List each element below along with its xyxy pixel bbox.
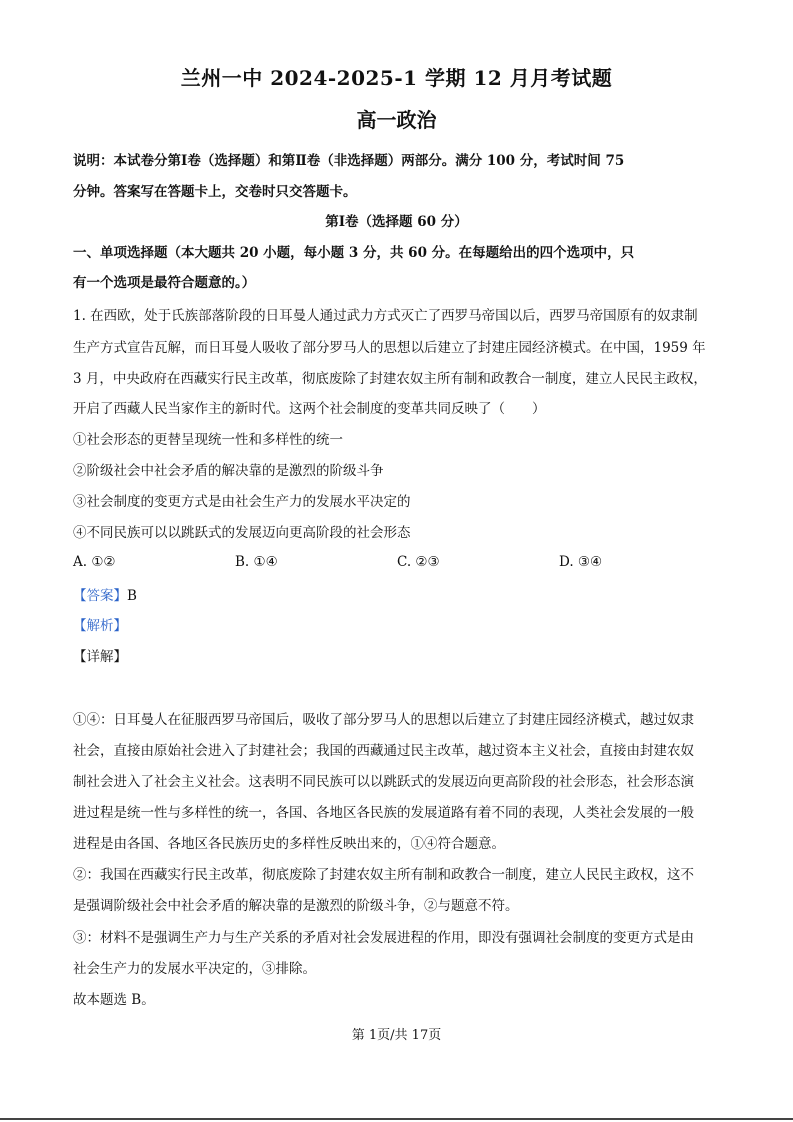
explanation-line: 社会，直接由原始社会进入了封建社会；我国的西藏通过民主改革，越过资本主义社会，直接由封建农奴 bbox=[73, 743, 694, 759]
option-a: A. ①② bbox=[73, 554, 116, 570]
explanation-line: 进程是由各国、各地区各民族历史的多样性反映出来的，①④符合题意。 bbox=[73, 836, 505, 852]
explanation-line: 社会生产力的发展水平决定的，③排除。 bbox=[73, 961, 316, 977]
option-d: D. ③④ bbox=[559, 554, 603, 570]
page-number: 第 1页/共 17页 bbox=[351, 1028, 442, 1043]
statement-4: ④不同民族可以以跳跃式的发展迈向更高阶段的社会形态 bbox=[73, 525, 411, 541]
explanation-line: 进过程是统一性与多样性的统一，各国、各地区各民族的发展道路有着不同的表现，人类社会发展的一般 bbox=[73, 805, 694, 821]
section-heading-line-1: 一、单项选择题（本大题共 20 小题，每小题 3 分，共 60 分。在每题给出的四个选项中，只 bbox=[73, 245, 635, 261]
question-stem-line: 1. 在西欧，处于氏族部落阶段的日耳曼人通过武力方式灭亡了西罗马帝国以后，西罗马帝国原有的奴隶制 bbox=[73, 308, 698, 324]
question-stem-line: 3 月，中央政府在西藏实行民主改革，彻底废除了封建农奴主所有制和政教合一制度，建立人民民主政权， bbox=[73, 371, 707, 387]
statement-2: ②阶级社会中社会矛盾的解决靠的是激烈的阶级斗争 bbox=[73, 463, 384, 479]
conclusion-line: 故本题选 B。 bbox=[73, 992, 155, 1008]
explanation-line: ②：我国在西藏实行民主改革，彻底废除了封建农奴主所有制和政教合一制度，建立人民民主政权，这不 bbox=[73, 867, 694, 883]
explanation-line: 是强调阶级社会中社会矛盾的解决靠的是激烈的阶级斗争，②与题意不符。 bbox=[73, 898, 519, 914]
answer-label: 【答案】 bbox=[73, 588, 127, 604]
answer-value: B bbox=[127, 588, 137, 604]
analysis-label: 【解析】 bbox=[73, 618, 127, 634]
statement-1: ①社会形态的更替呈现统一性和多样性的统一 bbox=[73, 432, 343, 448]
question-stem-line: 开启了西藏人民当家作主的新时代。这两个社会制度的变革共同反映了（ ） bbox=[73, 401, 546, 417]
bottom-divider bbox=[0, 1118, 793, 1120]
exam-subject: 高一政治 bbox=[356, 108, 437, 132]
option-b: B. ①④ bbox=[235, 554, 278, 570]
explanation-line: ③：材料不是强调生产力与生产关系的矛盾对社会发展进程的作用，即没有强调社会制度的变更方式是由 bbox=[73, 930, 694, 946]
option-c: C. ②③ bbox=[397, 554, 440, 570]
instructions-line-2: 分钟。答案写在答题卡上，交卷时只交答题卡。 bbox=[73, 184, 357, 200]
section-heading-line-2: 有一个选项是最符合题意的。） bbox=[73, 275, 256, 291]
detail-label: 【详解】 bbox=[73, 649, 127, 665]
explanation-line: ①④：日耳曼人在征服西罗马帝国后，吸收了部分罗马人的思想以后建立了封建庄园经济模式，越过奴隶 bbox=[73, 712, 694, 728]
instructions-line-1: 说明：本试卷分第Ⅰ卷（选择题）和第Ⅱ卷（非选择题）两部分。满分 100 分，考试时间 75 bbox=[73, 153, 625, 169]
statement-3: ③社会制度的变更方式是由社会生产力的发展水平决定的 bbox=[73, 494, 411, 510]
answer-row bbox=[73, 587, 137, 605]
explanation-line: 制社会进入了社会主义社会。这表明不同民族可以以跳跃式的发展迈向更高阶段的社会形态，社会形态演 bbox=[73, 774, 694, 790]
exam-title: 兰州一中 2024-2025-1 学期 12 月月考试题 bbox=[180, 66, 613, 90]
question-stem-line: 生产方式宣告瓦解，而日耳曼人吸收了部分罗马人的思想以后建立了封建庄园经济模式。在中国，1959 年 bbox=[73, 340, 706, 356]
section-title: 第Ⅰ卷（选择题 60 分） bbox=[325, 214, 468, 230]
